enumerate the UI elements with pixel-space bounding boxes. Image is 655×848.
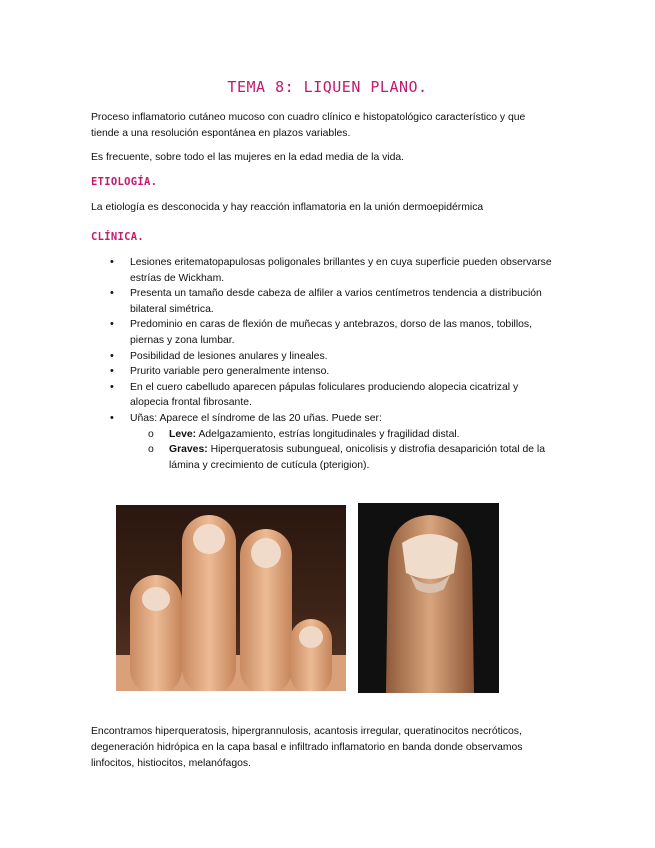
list-item-text: En el cuero cabelludo aparecen pápulas foliculares produciendo alopecia cicatrizal y bbox=[130, 381, 519, 393]
fingers-nails-photo bbox=[116, 505, 346, 691]
bullet-icon: • bbox=[110, 411, 114, 424]
list-item-text: Posibilidad de lesiones anulares y lineales. bbox=[130, 350, 328, 362]
list-item bbox=[91, 286, 571, 317]
list-item-text: bilateral simétrica. bbox=[130, 303, 214, 315]
clinica-heading: CLÍNICA. bbox=[91, 231, 144, 243]
list-item bbox=[91, 349, 571, 365]
list-item-text: Predominio en caras de flexión de muñecas y antebrazos, dorso de las manos, tobillos, bbox=[130, 319, 532, 331]
list-item-text: estrías de Wickham. bbox=[130, 272, 225, 284]
sublist-item bbox=[130, 427, 571, 443]
intro-line-1: Proceso inflamatorio cutáneo mucoso con cuadro clínico e histopatológico característico y que bbox=[91, 112, 526, 123]
sublist-text: lámina y crecimiento de cutícula (pterigion). bbox=[169, 459, 370, 471]
list-item-text: alopecia frontal fibrosante. bbox=[130, 397, 252, 409]
nail-sublist bbox=[130, 427, 571, 474]
page-title: TEMA 8: LIQUEN PLANO. bbox=[227, 78, 428, 96]
sublist-term: Leve: bbox=[169, 428, 197, 440]
bullet-icon: • bbox=[110, 365, 114, 378]
list-item bbox=[91, 255, 571, 286]
closing-line-2: degeneración hidrópica en la capa basal e infiltrado inflamatorio en banda donde observamos bbox=[91, 742, 523, 753]
etiologia-text: La etiología es desconocida y hay reacción inflamatoria en la unión dermoepidérmica bbox=[91, 202, 484, 213]
intro-paragraph bbox=[91, 110, 571, 142]
clinica-list bbox=[91, 255, 571, 473]
sublist-text: Adelgazamiento, estrías longitudinales y fragilidad distal. bbox=[196, 428, 460, 440]
sublist-item bbox=[130, 442, 571, 473]
closing-line-1: Encontramos hiperqueratosis, hipergrannulosis, acantosis irregular, queratinocitos necróticos, bbox=[91, 726, 522, 737]
closing-line-3: linfocitos, histiocitos, melanófagos. bbox=[91, 758, 251, 769]
list-item-text: Uñas: Aparece el síndrome de las 20 uñas. Puede ser: bbox=[130, 412, 382, 424]
sublist-term: Graves: bbox=[169, 444, 208, 456]
list-item bbox=[91, 380, 571, 411]
list-item-text: Prurito variable pero generalmente intenso. bbox=[130, 366, 330, 378]
list-item-text: Lesiones eritematopapulosas poligonales brillantes y en cuya superficie pueden observarse bbox=[130, 257, 552, 268]
bullet-icon: • bbox=[110, 256, 114, 268]
bullet-icon: • bbox=[110, 318, 114, 331]
intro-line-2: tiende a una resolución espontánea en plazos variables. bbox=[91, 128, 351, 139]
bullet-icon: • bbox=[110, 380, 114, 393]
finger-pterigion-photo bbox=[358, 503, 499, 693]
list-item bbox=[91, 317, 571, 348]
sublist-text: Hiperqueratosis subungueal, onicolisis y distrofia desaparición total de la bbox=[207, 444, 546, 456]
list-item bbox=[91, 364, 571, 380]
etiologia-heading: ETIOLOGÍA. bbox=[91, 176, 158, 188]
closing-paragraph bbox=[91, 724, 571, 772]
list-item-text: piernas y zona lumbar. bbox=[130, 334, 235, 346]
bullet-icon: • bbox=[110, 287, 114, 300]
list-item bbox=[91, 411, 571, 473]
bullet-icon: • bbox=[110, 349, 114, 362]
circle-bullet-icon: o bbox=[148, 428, 154, 440]
list-item-text: Presenta un tamaño desde cabeza de alfiler a varios centímetros tendencia a distribución bbox=[130, 288, 542, 300]
intro-line-3: Es frecuente, sobre todo el las mujeres en la edad media de la vida. bbox=[91, 152, 405, 163]
circle-bullet-icon: o bbox=[148, 444, 154, 456]
